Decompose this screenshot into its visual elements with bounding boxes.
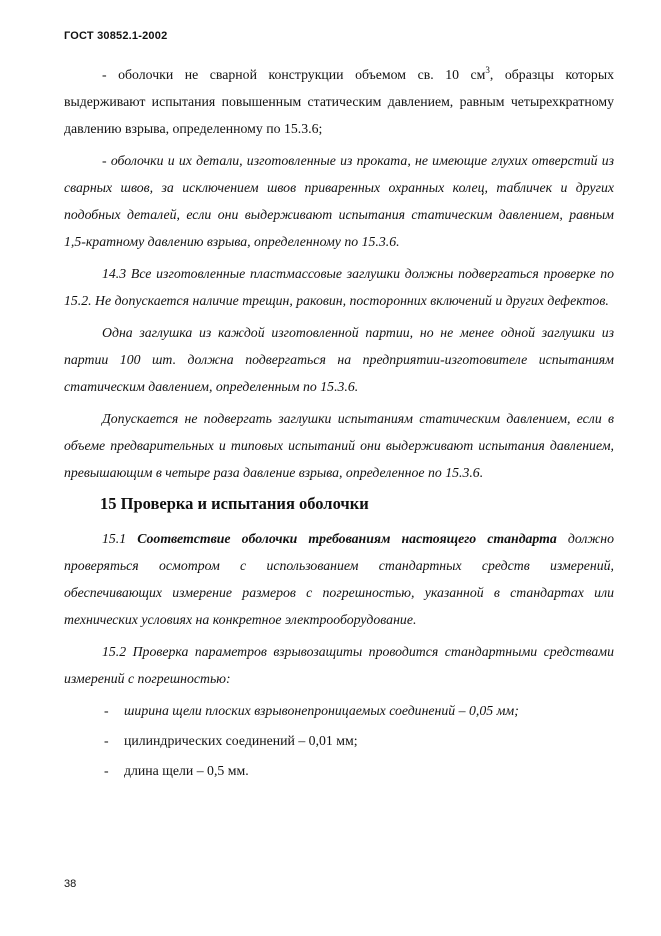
document-header: ГОСТ 30852.1-2002 bbox=[64, 30, 168, 42]
paragraph-15-2: 15.2 Проверка параметров взрывозащиты проводится стандартными средствами измерений с погрешностью: bbox=[64, 644, 614, 686]
list-item-text: длина щели – 0,5 мм. bbox=[124, 763, 249, 778]
paragraph-text-a: - оболочки не сварной конструкции объемом св. 10 см bbox=[102, 67, 486, 82]
paragraph-rolled-shells: - оболочки и их детали, изготовленные из проката, не имеющие глухих отверстий из сварных швов, за исключением швов приваренных охранных колец, табличек и других подобных деталей, если они выдерживают испытания статическим давлением, равным 1,5-кратному давлению взрыва, определенному по 15.3.6. bbox=[64, 153, 614, 249]
list-item bbox=[64, 757, 614, 784]
list-item-text: цилиндрических соединений – 0,01 мм; bbox=[124, 733, 358, 748]
paragraph-14-3: 14.3 Все изготовленные пластмассовые заглушки должны подвергаться проверке по 15.2. Не допускается наличие трещин, раковин, посторонних включений и других дефектов. bbox=[64, 266, 614, 308]
clause-bold-text: Соответствие оболочки требованиям настоящего стандарта bbox=[137, 531, 557, 546]
list-dash: - bbox=[104, 763, 109, 778]
list-item bbox=[64, 697, 614, 724]
list-dash: - bbox=[104, 703, 109, 718]
list-dash: - bbox=[104, 733, 109, 748]
paragraph-exemption: Допускается не подвергать заглушки испытаниям статическим давлением, если в объеме предварительных и типовых испытаний они выдерживают испытания давлением, превышающим в четыре раза давление взрыва, определенное по 15.3.6. bbox=[64, 411, 614, 480]
paragraph-non-welded-shells bbox=[64, 61, 614, 142]
document-body bbox=[64, 61, 614, 787]
page-number: 38 bbox=[64, 878, 77, 890]
section-heading: 15 Проверка и испытания оболочки bbox=[100, 494, 369, 513]
paragraph-text-b: , образцы которых выдерживают испытания повышенным статическим давлением, равным четырехкратному давлению взрыва, определенному по 15.3.6; bbox=[64, 67, 614, 136]
paragraph-one-plug: Одна заглушка из каждой изготовленной партии, но не менее одной заглушки из партии 100 шт. должна подвергаться на предприятии-изготовителе испытаниям статическим давлением, определенным по 15.3.6. bbox=[64, 325, 614, 394]
clause-rest-text: должно проверяться осмотром с использованием стандартных средств измерений, обеспечивающих измерение размеров с погрешностью, указанной в стандартах или технических условиях на конкретное электрооборудование. bbox=[64, 531, 614, 627]
clause-number: 15.1 bbox=[102, 531, 138, 546]
list-item bbox=[64, 727, 614, 754]
paragraph-15-1 bbox=[64, 525, 614, 633]
list-item-text: ширина щели плоских взрывонепроницаемых соединений – 0,05 мм; bbox=[124, 703, 519, 718]
superscript: 3 bbox=[485, 65, 490, 75]
